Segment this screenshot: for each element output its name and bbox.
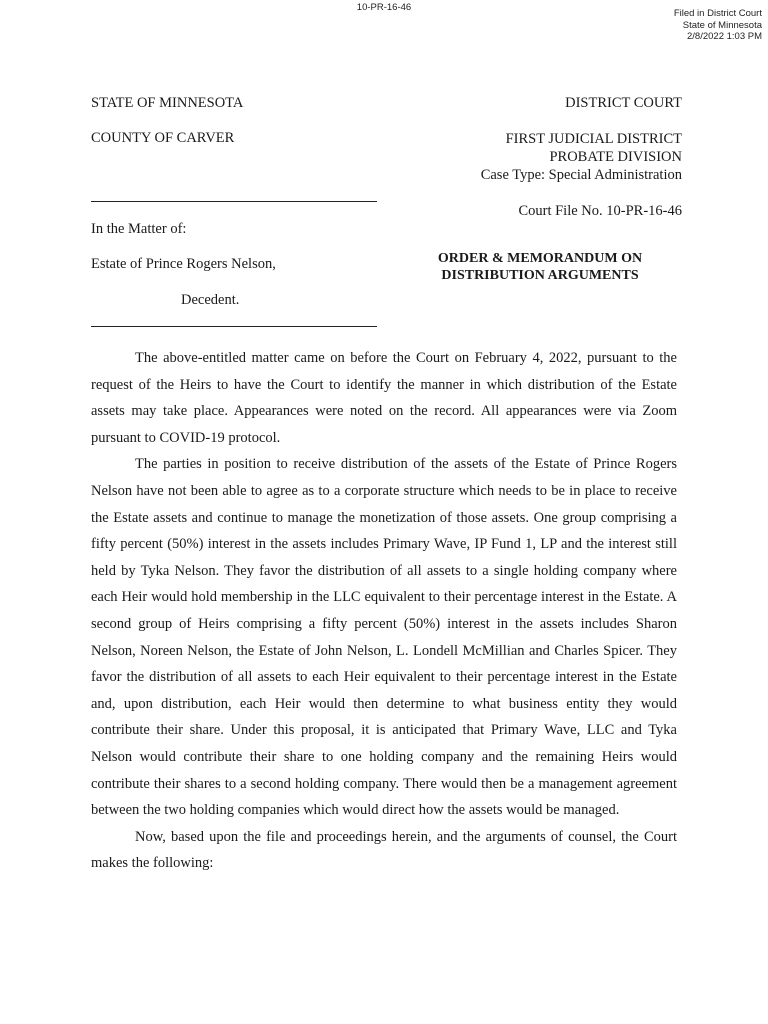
estate-name: Estate of Prince Rogers Nelson, <box>91 256 276 272</box>
filed-stamp-line: Filed in District Court <box>673 8 762 19</box>
document-body <box>91 345 677 877</box>
caption-divider <box>91 326 377 327</box>
document-title <box>400 250 680 284</box>
title-line: DISTRIBUTION ARGUMENTS <box>441 268 639 283</box>
decedent-label: Decedent. <box>181 292 240 308</box>
body-paragraph: Now, based upon the file and proceedings herein, and the arguments of counsel, the Court makes the following: <box>91 828 677 872</box>
caption-court: DISTRICT COURT <box>565 95 682 111</box>
caption-division: PROBATE DIVISION <box>549 149 682 165</box>
filed-stamp-date: 2/8/2022 1:03 PM <box>687 31 762 42</box>
court-file-number: Court File No. 10-PR-16-46 <box>518 203 682 219</box>
caption-divider <box>91 201 377 202</box>
filed-stamp-line: State of Minnesota <box>682 19 762 31</box>
caption-county: COUNTY OF CARVER <box>91 130 235 146</box>
title-line: ORDER & MEMORANDUM ON <box>437 251 643 266</box>
body-paragraph: The above-entitled matter came on before the Court on February 4, 2022, pursuant to the request of the Heirs to have the Court to identify the manner in which distribution of the Estate assets may take place. Appearances were noted on the record. All appearances were via Zoom pursuant to COVID-19 protocol. <box>91 350 677 446</box>
caption-district: FIRST JUDICIAL DISTRICT <box>505 131 682 147</box>
caption-state: STATE OF MINNESOTA <box>91 95 244 111</box>
case-number-header: 10-PR-16-46 <box>356 2 412 13</box>
body-paragraph: The parties in position to receive distribution of the assets of the Estate of Prince Rogers Nelson have not been able to agree as to a corporate structure which needs to be in place to receive the Estate assets and continue to manage the monetization of those assets. One group comprising a fifty percent (50%) interest in the assets includes Primary Wave, IP Fund 1, LP and the interest still held by Tyka Nelson. They favor the distribution of all assets to a single holding company where each Heir would hold membership in the LLC equivalent to their percentage interest in the Estate. A second group of Heirs comprising a fifty percent (50%) interest in the assets includes Sharon Nelson, Noreen Nelson, the Estate of John Nelson, L. Londell McMillian and Charles Spicer. They favor the distribution of all assets to each Heir equivalent to their percentage interest in the Estate and, upon distribution, each Heir would then determine to what business entity they would contribute their share. Under this proposal, it is anticipated that Primary Wave, LLC and Tyka Nelson would contribute their share to one holding company and the remaining Heirs would contribute their shares to a second holding company. There would then be a management agreement between the two holding companies which would direct how the assets would be managed. <box>91 456 677 819</box>
caption-district-block <box>481 130 682 184</box>
filed-stamp <box>674 8 762 43</box>
matter-label: In the Matter of: <box>91 221 187 237</box>
caption-case-type: Case Type: Special Administration <box>480 167 682 183</box>
